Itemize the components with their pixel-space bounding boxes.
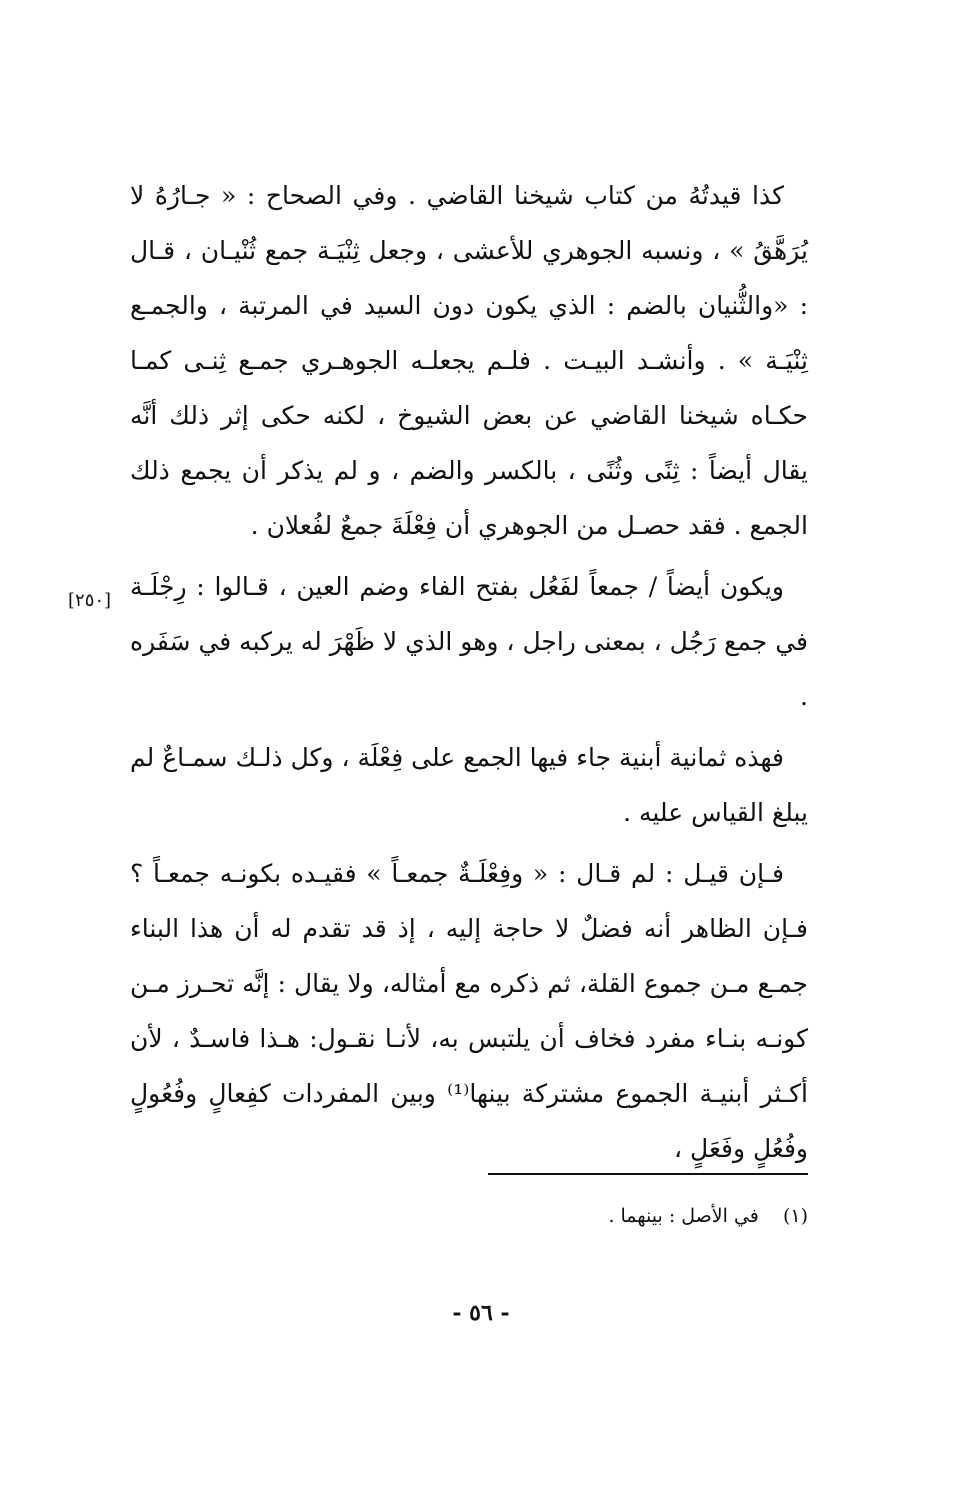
paragraph-2: ويكون أيضاً / جمعاً لفَعُل بفتح الفاء وضم العين ، قـالوا : رِجْلَـة في جمع رَجُل ، بمعنى راجل ، وهو الذي لا ظَهْرَ له يركبه في سَفَره . [130,572,808,711]
paragraph-4: فـإن قيـل : لم قـال : « وفِعْلَـةٌ جمعـاً » فقيـده بكونـه جمعـاً ؟ فـإن الظاهر أنه فضلٌ لا حاجة إليه ، إذ قد تقدم له أن هذا البناء جمـع مـن جموع القلة، ثم ذكره مع أمثاله، ولا يقال : إنَّه تحـرز مـن كونـه بنـاء مفرد فخاف أن يلتبس به، لأنـا نقـول: هـذا فاسـدٌ ، لأن أكـثر أبنيـة الجموع مشتركة بينها⁽¹⁾ وبين المفردات كفِعالٍ وفُعُولٍ وفُعُلٍ وفَعَلٍ ، [130,859,809,1163]
footnote [608,1205,808,1227]
footnote-number: (١) [782,1205,808,1227]
footnote-text: في الأصل : بينهما . [608,1205,759,1227]
paragraph-3: فهذه ثمانية أبنية جاء فيها الجمع على فِعْلَة ، وكل ذلـك سمـاعٌ لم يبلغ القياس عليه . [130,743,808,827]
footnote-divider [488,1173,808,1175]
main-text [130,168,808,1176]
page-number: - ٥٦ - [452,1300,510,1326]
margin-folio-note: [٢٥٠] [68,590,112,611]
paragraph-1: كذا قيدتُهُ من كتاب شيخنا القاضي . وفي الصحاح : « جـارُهُ لا يُرَهَّقُ » ، ونسبه الجوهري للأعشى ، وجعل ثِنْيَـة جمع ثُنْيـان ، قـال : «والثُّنيان بالضم : الذي يكون دون السيد في المرتبة ، والجمـع ثِنْيَـة » . وأنشـد البيـت . فلـم يجعلـه الجوهـري جمـع ثِنـى كمـا حكـاه شيخنا القاضي عن بعض الشيوخ ، لكنه حكى إثر ذلك أنَّه يقال أيضاً : ثِنًى وثُنًى ، بالكسر والضم ، و لم يذكر أن يجمع ذلك الجمع . فقد حصـل من الجوهري أن فِعْلَةَ جمعٌ لفُعلان . [130,181,808,540]
